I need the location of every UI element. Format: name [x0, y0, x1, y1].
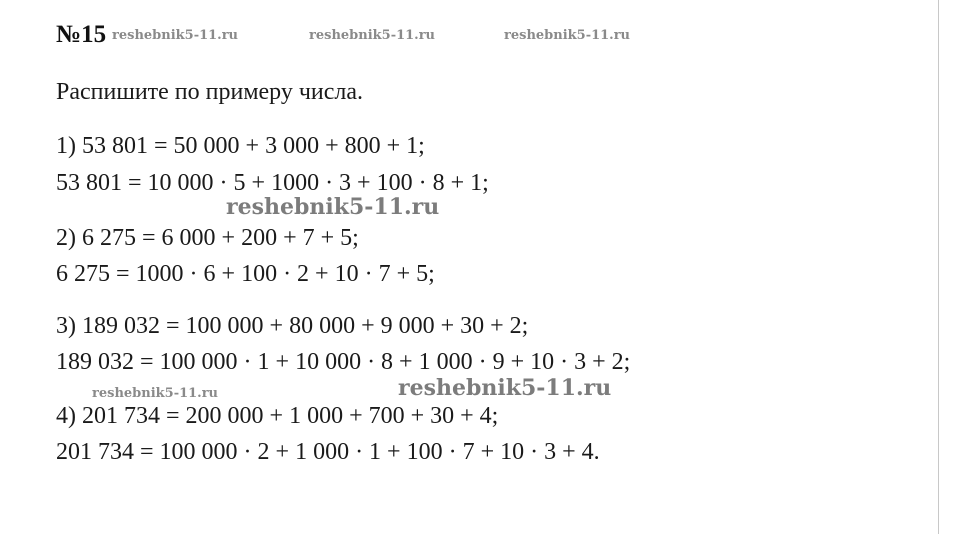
solution-2-product: 6 275 = 1000 · 6 + 100 · 2 + 10 · 7 + 5;	[56, 261, 435, 287]
watermark-lower-large: reshebnik5-11.ru	[398, 375, 612, 401]
solution-1-sum: 1) 53 801 = 50 000 + 3 000 + 800 + 1;	[56, 133, 425, 159]
solution-2-sum: 2) 6 275 = 6 000 + 200 + 7 + 5;	[56, 225, 359, 251]
watermark-top-1: reshebnik5-11.ru	[112, 28, 239, 43]
watermark-top-2: reshebnik5-11.ru	[309, 28, 436, 43]
solution-3-product: 189 032 = 100 000 · 1 + 10 000 · 8 + 1 000 · 9 + 10 · 3 + 2;	[56, 349, 631, 375]
solution-4-product: 201 734 = 100 000 · 2 + 1 000 · 1 + 100 · 7 + 10 · 3 + 4.	[56, 439, 600, 465]
task-number: №15	[56, 21, 107, 48]
instruction-text: Распишите по примеру числа.	[56, 79, 364, 105]
solution-3-sum: 3) 189 032 = 100 000 + 80 000 + 9 000 + 30 + 2;	[56, 313, 529, 339]
page-edge-divider	[938, 0, 939, 534]
watermark-middle-large: reshebnik5-11.ru	[226, 194, 440, 220]
solution-4-sum: 4) 201 734 = 200 000 + 1 000 + 700 + 30 + 4;	[56, 403, 499, 429]
solution-1-product: 53 801 = 10 000 · 5 + 1000 · 3 + 100 · 8 + 1;	[56, 170, 489, 196]
watermark-top-3: reshebnik5-11.ru	[504, 28, 631, 43]
watermark-lower-small: reshebnik5-11.ru	[92, 386, 219, 401]
